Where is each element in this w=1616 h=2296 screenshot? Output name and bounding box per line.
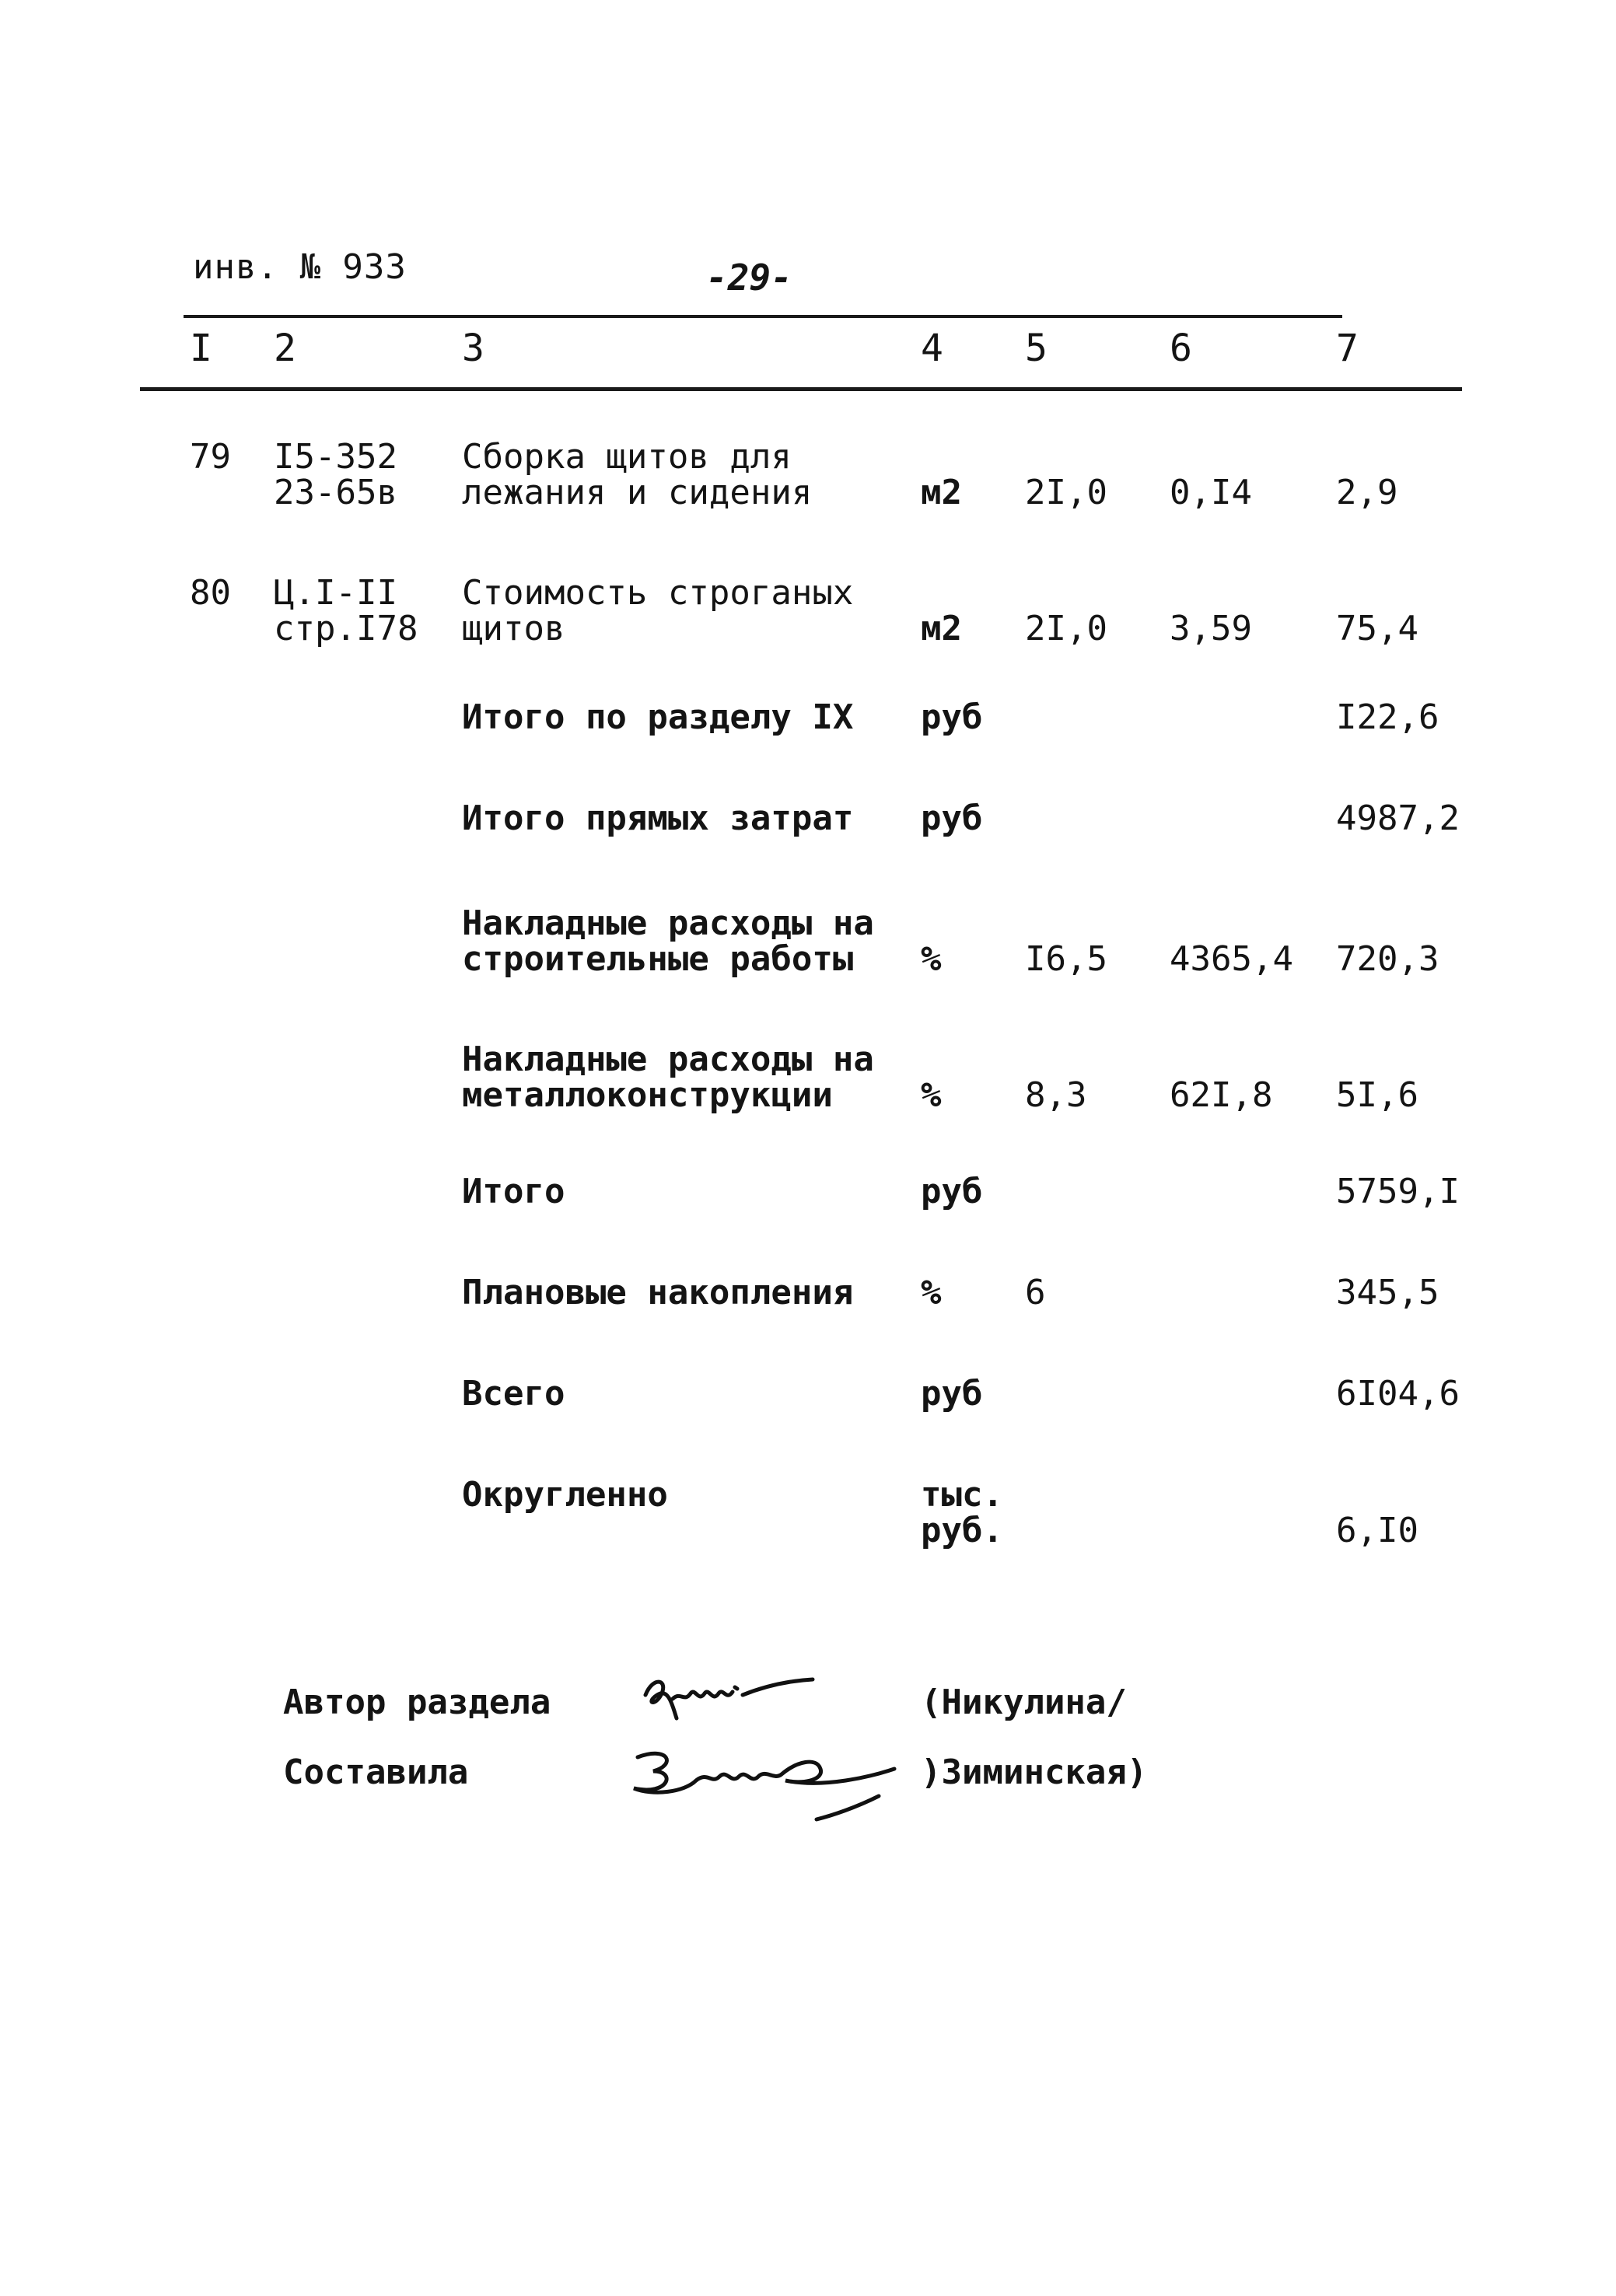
column-header-6: 6 bbox=[1170, 327, 1192, 370]
row-unit: % bbox=[921, 939, 942, 979]
row-total: 6I04,6 bbox=[1336, 1374, 1460, 1414]
row-number: 79 bbox=[190, 437, 231, 477]
row-unit: м2 bbox=[921, 609, 962, 648]
row-unit-price: 4365,4 bbox=[1170, 939, 1293, 979]
column-header-2: 2 bbox=[274, 327, 296, 370]
row-description: щитов bbox=[462, 609, 565, 648]
row-total: 720,3 bbox=[1336, 939, 1439, 979]
compiler-signature-icon bbox=[622, 1742, 910, 1827]
row-reference: стр.I78 bbox=[274, 609, 418, 648]
row-unit: м2 bbox=[921, 473, 962, 512]
row-unit: руб bbox=[921, 799, 983, 838]
row-total: 5759,I bbox=[1336, 1172, 1460, 1211]
row-unit: руб bbox=[921, 1374, 983, 1414]
header-rule-top bbox=[184, 315, 1342, 318]
row-total: I22,6 bbox=[1336, 697, 1439, 737]
page-number: -29- bbox=[706, 257, 792, 299]
signature-label-compiler: Составила bbox=[283, 1753, 469, 1792]
author-signature-icon bbox=[638, 1672, 824, 1734]
compiler-name: )Зиминская) bbox=[921, 1753, 1148, 1792]
row-total: 2,9 bbox=[1336, 473, 1398, 512]
row-unit-price: 62I,8 bbox=[1170, 1075, 1273, 1115]
row-reference: I5-352 bbox=[274, 437, 397, 477]
column-header-5: 5 bbox=[1025, 327, 1048, 370]
row-total: 4987,2 bbox=[1336, 799, 1460, 838]
row-description: Итого прямых затрат bbox=[462, 799, 854, 838]
row-description: Плановые накопления bbox=[462, 1273, 854, 1312]
row-unit: руб bbox=[921, 1172, 983, 1211]
row-unit-price: 3,59 bbox=[1170, 609, 1252, 648]
row-description: Округленно bbox=[462, 1475, 668, 1515]
row-description: Сборка щитов для bbox=[462, 437, 792, 477]
row-quantity: 2I,0 bbox=[1025, 473, 1107, 512]
row-description: строительные работы bbox=[462, 939, 854, 979]
row-total: 75,4 bbox=[1336, 609, 1418, 648]
row-number: 80 bbox=[190, 573, 231, 613]
column-header-3: 3 bbox=[462, 327, 484, 370]
row-total: 5I,6 bbox=[1336, 1075, 1418, 1115]
row-unit: % bbox=[921, 1075, 942, 1115]
row-quantity: 6 bbox=[1025, 1273, 1046, 1312]
signature-label-author: Автор раздела bbox=[283, 1683, 551, 1722]
row-total: 345,5 bbox=[1336, 1273, 1439, 1312]
row-description: Итого bbox=[462, 1172, 565, 1211]
row-description: Стоимость строганых bbox=[462, 573, 854, 613]
row-quantity: I6,5 bbox=[1025, 939, 1107, 979]
row-reference: 23-65в bbox=[274, 473, 397, 512]
row-description: Накладные расходы на bbox=[462, 1040, 874, 1079]
column-header-4: 4 bbox=[921, 327, 943, 370]
row-description: металлоконструкции bbox=[462, 1075, 833, 1115]
row-quantity: 2I,0 bbox=[1025, 609, 1107, 648]
author-name: (Никулина/ bbox=[921, 1683, 1127, 1722]
header-rule-bottom bbox=[140, 387, 1462, 391]
row-description: Всего bbox=[462, 1374, 565, 1414]
row-description: лежания и сидения bbox=[462, 473, 813, 512]
row-unit: руб. bbox=[921, 1511, 1003, 1550]
inventory-number: инв. № 933 bbox=[193, 247, 407, 287]
row-unit-price: 0,I4 bbox=[1170, 473, 1252, 512]
column-header-1: I bbox=[190, 327, 212, 370]
row-unit: % bbox=[921, 1273, 942, 1312]
row-description: Итого по разделу IX bbox=[462, 697, 854, 737]
row-total: 6,I0 bbox=[1336, 1511, 1418, 1550]
row-unit: тыс. bbox=[921, 1475, 1003, 1515]
column-header-7: 7 bbox=[1336, 327, 1359, 370]
row-description: Накладные расходы на bbox=[462, 903, 874, 943]
row-quantity: 8,3 bbox=[1025, 1075, 1087, 1115]
row-reference: Ц.I-II bbox=[274, 573, 397, 613]
row-unit: руб bbox=[921, 697, 983, 737]
